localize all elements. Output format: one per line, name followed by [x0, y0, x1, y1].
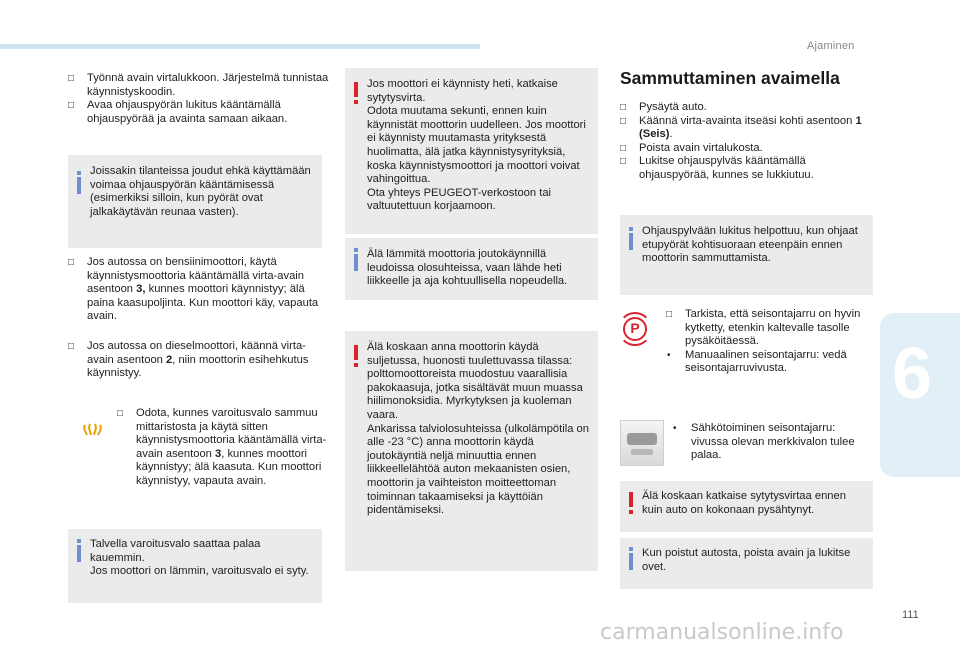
electric-brake-lever-icon [620, 420, 664, 466]
list-item: • Manuaalinen seisontajarru: vedä seisontajarruvivusta. [667, 348, 847, 375]
info-box [68, 529, 322, 603]
warning-icon [629, 492, 633, 507]
info-icon [77, 545, 81, 562]
warning-box [345, 68, 598, 234]
glow-step [117, 407, 327, 489]
parking-brake-letter: P [623, 317, 647, 341]
warning-text: Älä koskaan anna moottorin käydä suljetussa, huonosti tuulettuvassa tilassa: polttomoottoreista muodostuu vaarallisia pakokaasuja, jotka sisältävät muun muassa hiilimonoksidia. Myrkytyksen ja kuoleman vaara. Ankarissa talviolosuhteissa (ulkolämpötila on alle -23 °C) anna moottorin käydä joutokäyntiä neljä minuuttia ennen liikkeellelähtöä auton mekaanisten osien, moottorin ja vaihteiston moitteettoman toiminnan takaamiseksi ja käyttöiän pidentämiseksi. [367, 341, 589, 517]
bullet-icon: □ [117, 408, 124, 419]
dot-icon: • [673, 423, 677, 434]
section-title: Ajaminen [807, 40, 855, 52]
info-text: Joissakin tilanteissa joudut ehkä käyttämään voimaa ohjauspyörän kääntämisessä (esimerkiksi silloin, kun pyörät ovat jalkakäytävän reunaa vasten). [90, 165, 311, 218]
bullet-icon: □ [68, 257, 75, 268]
list-item: □ Jos autossa on dieselmoottori, käännä virta-avain asentoon 2, niin moottorin esihehkutus käynnistyy. [68, 340, 309, 380]
list-item: □ Pysäytä auto. [620, 101, 707, 113]
bullet-icon: □ [620, 142, 627, 154]
info-box [620, 215, 873, 295]
list-item: □ Odota, kunnes varoitusvalo sammuu mittaristosta ja käytä sitten käynnistysmoottoria kääntämällä virta-avain asentoon 3, kunnes moottori käynnistyy; älä kaasuta. Kun moottori käynnistyy, vapauta avain. [117, 407, 327, 487]
info-box [68, 155, 322, 248]
warning-box [620, 481, 873, 532]
dot-icon: • [667, 349, 671, 361]
warning-box [345, 331, 598, 571]
info-icon [629, 233, 633, 250]
bullet-icon: □ [68, 100, 75, 112]
warning-text: Jos moottori ei käynnisty heti, katkaise sytytysvirta. Odota muutama sekunti, ennen kuin käynnistät moottorin uudelleen. Jos moottori ei käynnisty muutamasta yrityksestä huolimatta, älä jatka käynnistysyrityksiä, koska käynnistysmoottori ja moottori voivat vahingoittua. Ota yhteys PEUGEOT-verkostoon tai valtuutettuun korjaamoon. [367, 78, 586, 213]
brake-steps [666, 308, 874, 376]
watermark: carmanualsonline.info [600, 620, 844, 645]
list-item: □ Lukitse ohjauspylväs kääntämällä ohjauspyörää, kunnes se lukkiutuu. [620, 155, 814, 181]
list-item: • Sähkötoiminen seisontajarru: vivussa olevan merkkivalon tulee palaa. [673, 422, 855, 462]
info-text: Ohjauspylvään lukitus helpottuu, kun ohjaat etupyörät kohtisuoraan eteenpäin ennen moottorin sammuttamista. [642, 225, 858, 265]
list-item: □ Tarkista, että seisontajarru on hyvin kytketty, etenkin kaltevalle tasolle pysäköitäessä. [666, 308, 861, 348]
bullet-icon: □ [620, 102, 627, 113]
info-text: Talvella varoitusvalo saattaa palaa kauemmin. Jos moottori on lämmin, varoitusvalo ei syty. [90, 538, 309, 578]
chapter-number: 6 [892, 334, 933, 414]
info-box [620, 538, 873, 589]
warning-text: Älä koskaan katkaise sytytysvirtaa ennen kuin auto on kokonaan pysähtynyt. [642, 490, 846, 516]
list-item: □ Työnnä avain virtalukkoon. Järjestelmä tunnistaa käynnistyskoodin. [68, 72, 329, 98]
info-icon [77, 177, 81, 194]
petrol-step [68, 256, 330, 324]
list-item: □ Poista avain virtalukosta. [620, 141, 763, 154]
list-item: □ Avaa ohjauspyörän lukitus kääntämällä ohjauspyörää ja avainta samaan aikaan. [68, 99, 288, 125]
electric-brake-step [672, 422, 874, 463]
bullet-icon: □ [68, 341, 75, 352]
header-bar [0, 44, 480, 49]
shutdown-steps [620, 101, 875, 183]
bullet-icon: □ [666, 309, 673, 320]
info-icon [354, 254, 358, 271]
page-number: 111 [902, 609, 919, 621]
warning-icon [354, 82, 358, 97]
bullet-icon: □ [620, 156, 627, 168]
warning-icon [354, 345, 358, 360]
bullet-icon: □ [620, 115, 627, 127]
list-item: □ Käännä virta-avainta itseäsi kohti asentoon 1 (Seis). [620, 114, 862, 141]
diesel-step [68, 340, 330, 381]
info-text: Kun poistut autosta, poista avain ja lukitse ovet. [642, 547, 851, 573]
section-heading: Sammuttaminen avaimella [620, 68, 840, 88]
bullet-icon: □ [68, 73, 75, 84]
info-text: Älä lämmitä moottoria joutokäynnillä leudoissa olosuhteissa, vaan lähde heti liikkeelle ja aja kohtuullisella nopeudella. [367, 248, 568, 288]
list-item: □ Jos autossa on bensiinimoottori, käytä käynnistysmoottoria kääntämällä virta-avain asentoon 3, kunnes moottori käynnistyy; älä paina kaasupoljinta. Kun moottori käy, vapauta avain. [68, 256, 319, 323]
info-box [345, 238, 598, 300]
intro-steps [68, 72, 330, 126]
info-icon [629, 553, 633, 570]
glow-plug-icon [82, 421, 104, 437]
